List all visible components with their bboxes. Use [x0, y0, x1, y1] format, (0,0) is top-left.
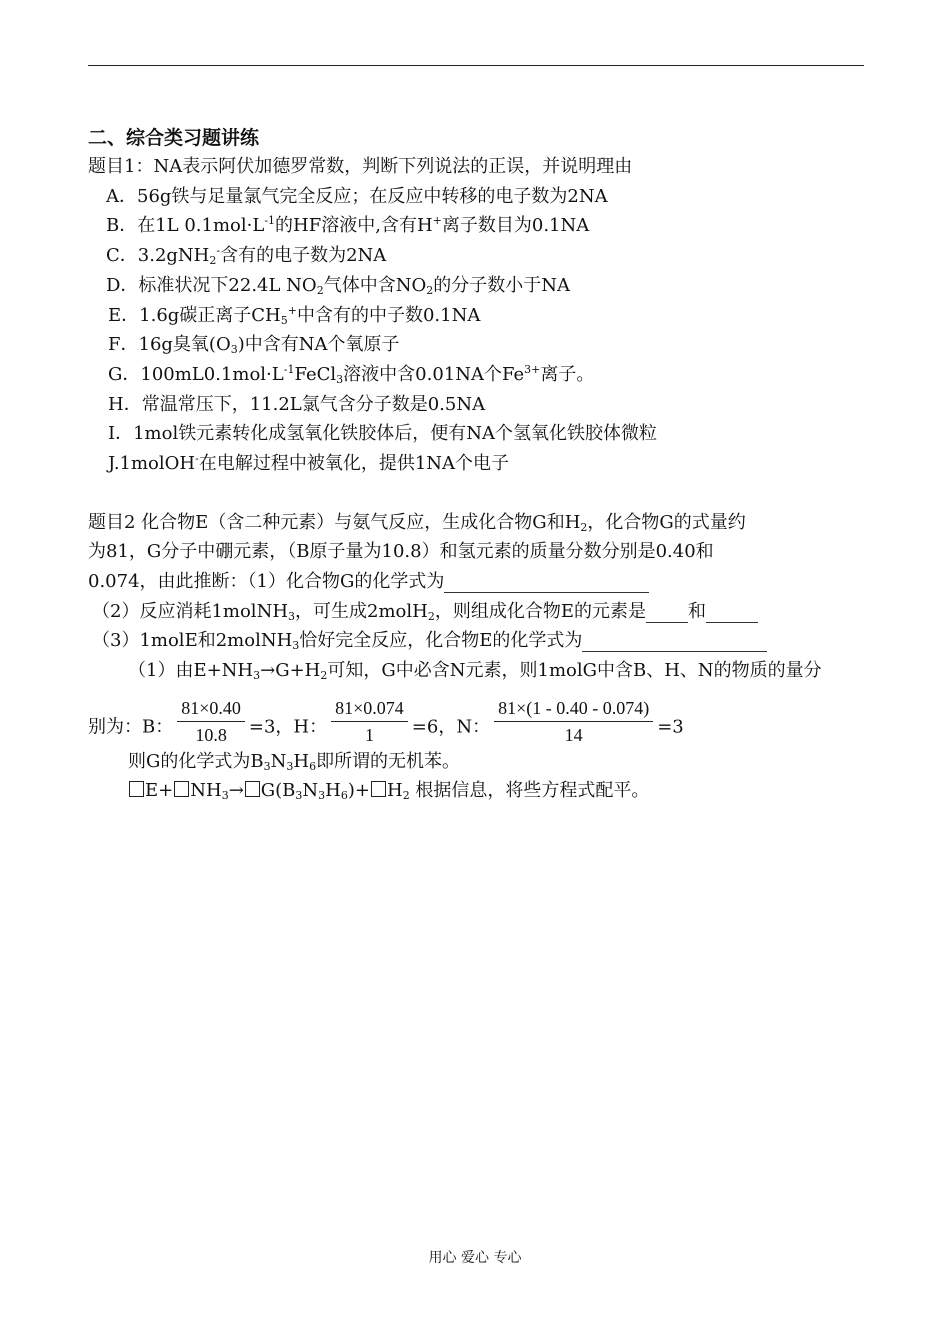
answer-blank[interactable] — [444, 575, 649, 593]
q1-option-h: H．常温常压下，11.2L氯气含分子数是0.5NA — [108, 394, 486, 415]
q2-line-2: 为81，G分子中硼元素，（B原子量为10.8）和氢元素的质量分数分别是0.40和 — [88, 541, 714, 562]
fraction-h: $\frac{81\times 0.074}{1}$ — [331, 697, 408, 746]
answer-blank[interactable] — [706, 605, 758, 623]
coefficient-box[interactable] — [129, 781, 144, 797]
answer-blank[interactable] — [582, 634, 767, 652]
q1-option-b: B．在1L $0.1mol\cdot L^{-1}$的HF溶液中,含有H+离子数目为0.1NA — [106, 214, 590, 236]
q2-part-2: （2）反应消耗1molNH$_3$，可生成2molH$_2$，则组成化合物E的元素是 和 — [92, 601, 758, 623]
coefficient-box[interactable] — [174, 781, 189, 797]
q1-title: 题目1：NA表示阿伏加德罗常数，判断下列说法的正误，并说明理由 — [88, 156, 633, 177]
equation-line: $E+ NH_3\to G(B_3N_3H_6)+ H_2$ 根据信息，将些方程式配平。 — [128, 780, 649, 802]
q1-option-d: D．标准状况下22.4L $NO_2$气体中含$NO_2$的分子数小于NA — [106, 275, 570, 297]
q1-option-g: G．$100mL0.1mol\cdot L^{-1}FeCl_3$溶液中含0.01NA个$Fe^{3+}$离子。 — [108, 363, 595, 386]
q1-option-i: I．1mol铁元素转化成氢氧化铁胶体后，便有NA个氢氧化铁胶体微粒 — [108, 423, 657, 444]
q1-option-e: E．1.6g碳正离子$CH_5^+$中含有的中子数0.1NA — [108, 304, 481, 327]
answer-blank[interactable] — [646, 605, 688, 623]
q1-option-c: C．3.2gNH$_2$-含有的电子数为2NA — [106, 244, 387, 267]
q2-line-3: 0.074，由此推断：（1）化合物G的化学式为 — [88, 571, 649, 593]
q2-part-3: （3）1molE和2molNH$_3$恰好完全反应，化合物E的化学式为 — [92, 630, 767, 652]
q1-option-j: J.1molOH-在电解过程中被氧化，提供1NA个电子 — [108, 452, 510, 474]
fraction-n: $\frac{81\times(1 - 0.40 - 0.074)}{14}$ — [494, 697, 653, 746]
coefficient-box[interactable] — [245, 781, 260, 797]
solution-line-2: 别为：B： $\frac{81\times 0.40}{10.8}$ =3，H： $\frac{81\times 0.074}{1}$ =6，N： $\frac{81\times(1 - 0.40 - 0.074)}{14}$ =3 — [88, 698, 684, 745]
page-footer: 用心 爱心 专心 — [428, 1250, 522, 1266]
solution-line-3: 则G的化学式为$B_3N_3H_6$即所谓的无机苯。 — [128, 751, 461, 773]
solution-line-1: （1）由$E+NH_3\to G+H_2$可知，G中必含N元素，则1molG中含B、H、N的物质的量分 — [128, 660, 822, 682]
q2-line-1: 题目2 化合物E（含二种元素）与氨气反应，生成化合物G和$H_2$，化合物G的式量约 — [88, 512, 746, 534]
header-rule — [88, 65, 864, 66]
coefficient-box[interactable] — [371, 781, 386, 797]
section-heading: 二、综合类习题讲练 — [88, 127, 260, 149]
q1-option-f: F．16g臭氧$(O_3)$中含有NA个氧原子 — [108, 334, 400, 356]
fraction-b: $\frac{81\times 0.40}{10.8}$ — [177, 697, 245, 746]
q1-option-a: A．56g铁与足量氯气完全反应；在反应中转移的电子数为2NA — [106, 186, 608, 207]
